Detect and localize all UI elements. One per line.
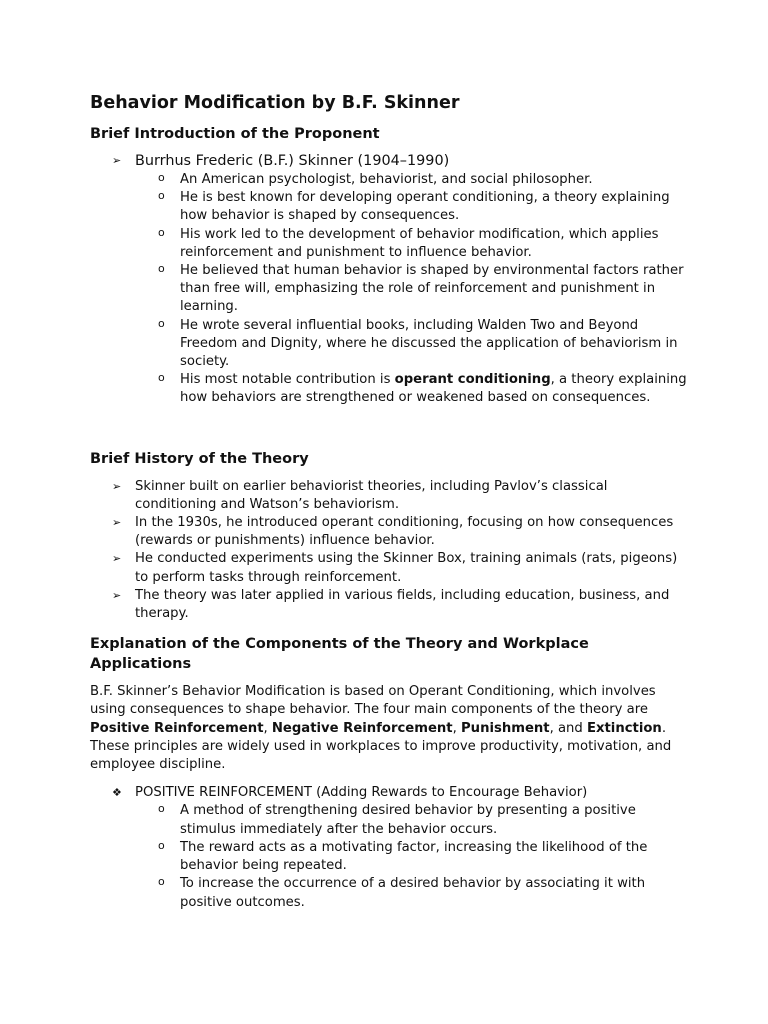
list-item-text: He wrote several influential books, including Walden Two and Beyond Freedom and Dignity, where he discussed the application of behaviorism in society.	[180, 317, 678, 370]
list-item	[135, 189, 690, 225]
introduction-list	[90, 152, 690, 408]
text-run: ,	[263, 720, 272, 736]
circle-bullet-icon: o	[158, 838, 165, 852]
text-run: , a theory explaining how behaviors are strengthened or weakened based on consequences.	[180, 372, 687, 406]
arrow-bullet-icon: ➢	[112, 552, 122, 566]
list-item	[135, 802, 690, 838]
list-item-text: He believed that human behavior is shaped by environmental factors rather than free will, emphasizing the role of reinforcement and punishment in learning.	[180, 263, 684, 315]
circle-bullet-icon: o	[158, 371, 165, 385]
arrow-bullet-icon: ➢	[112, 479, 122, 493]
list-item	[135, 171, 690, 189]
bold-term: Punishment	[461, 720, 550, 736]
document-content	[90, 92, 690, 912]
bold-term: operant conditioning	[394, 372, 551, 388]
list-item-text: Skinner built on earlier behaviorist theories, including Pavlov’s classical conditioning and Watson’s behaviorism.	[135, 478, 608, 512]
list-item	[90, 478, 690, 514]
bold-term: Positive Reinforcement	[90, 720, 264, 736]
circle-bullet-icon: o	[158, 802, 165, 816]
list-item-text	[180, 371, 690, 407]
list-item	[90, 550, 690, 586]
positive-reinforcement-list	[90, 784, 690, 911]
bold-term: Negative Reinforcement	[271, 720, 453, 736]
list-item-text: His work led to the development of behavior modification, which applies reinforcement and punishment to influence behavior.	[180, 226, 659, 260]
text-run: ,	[452, 720, 462, 736]
list-item	[135, 371, 690, 407]
list-item-text: To increase the occurrence of a desired behavior by associating it with positive outcomes.	[180, 876, 646, 910]
section-heading-introduction: Brief Introduction of the Proponent	[90, 126, 380, 142]
list-item	[90, 514, 690, 550]
section-heading-components: Explanation of the Components of the Theory and Workplace Applications	[90, 636, 589, 673]
list-item	[135, 226, 690, 262]
circle-bullet-icon: o	[158, 189, 165, 203]
circle-bullet-icon: o	[158, 875, 165, 889]
list-item-text: He conducted experiments using the Skinner Box, training animals (rats, pigeons) to perform tasks through reinforcement.	[135, 551, 678, 585]
list-item	[135, 875, 690, 911]
list-item	[90, 784, 690, 911]
text-run: His most notable contribution is	[180, 372, 395, 388]
circle-bullet-icon: o	[158, 316, 165, 330]
diamond-bullet-icon: ❖	[112, 786, 122, 800]
arrow-bullet-icon: ➢	[112, 588, 122, 602]
list-item	[90, 587, 690, 623]
list-item	[90, 152, 690, 408]
component-heading: POSITIVE REINFORCEMENT (Adding Rewards to Encourage Behavior)	[135, 785, 588, 801]
arrow-bullet-icon: ➢	[112, 516, 122, 530]
circle-bullet-icon: o	[158, 225, 165, 239]
document-title: Behavior Modification by B.F. Skinner	[90, 93, 460, 113]
list-item	[135, 839, 690, 875]
circle-bullet-icon: o	[158, 171, 165, 184]
bold-term: Extinction	[586, 720, 662, 736]
list-item-text: He is best known for developing operant conditioning, a theory explaining how behavior is shaped by consequences.	[180, 190, 670, 224]
proponent-name: Burrhus Frederic (B.F.) Skinner (1904–1990)	[135, 153, 450, 169]
list-item-text: In the 1930s, he introduced operant conditioning, focusing on how consequences (rewards or punishments) influence behavior.	[135, 515, 674, 549]
list-item-text: The theory was later applied in various fields, including education, business, and therapy.	[135, 587, 670, 622]
text-run: , and	[549, 720, 587, 736]
text-run: B.F. Skinner’s Behavior Modification is based on Operant Conditioning, which involves using consequences to shape behavior. The four main components of the theory are	[90, 684, 656, 718]
component-details-list	[135, 802, 690, 911]
text-run: . These principles are widely used in workplaces to improve productivity, motivation, and employee discipline.	[90, 720, 672, 773]
section-heading-history: Brief History of the Theory	[90, 450, 309, 467]
proponent-details-list	[135, 171, 690, 408]
list-item	[135, 317, 690, 372]
arrow-bullet-icon: ➢	[112, 154, 122, 167]
history-list	[90, 478, 690, 624]
list-item	[135, 262, 690, 317]
list-item-text: A method of strengthening desired behavior by presenting a positive stimulus immediately after the behavior occurs.	[180, 803, 636, 837]
list-item-text: The reward acts as a motivating factor, increasing the likelihood of the behavior being repeated.	[180, 839, 648, 874]
circle-bullet-icon: o	[158, 262, 165, 276]
components-paragraph	[90, 683, 690, 774]
list-item-text: An American psychologist, behaviorist, and social philosopher.	[180, 172, 593, 187]
